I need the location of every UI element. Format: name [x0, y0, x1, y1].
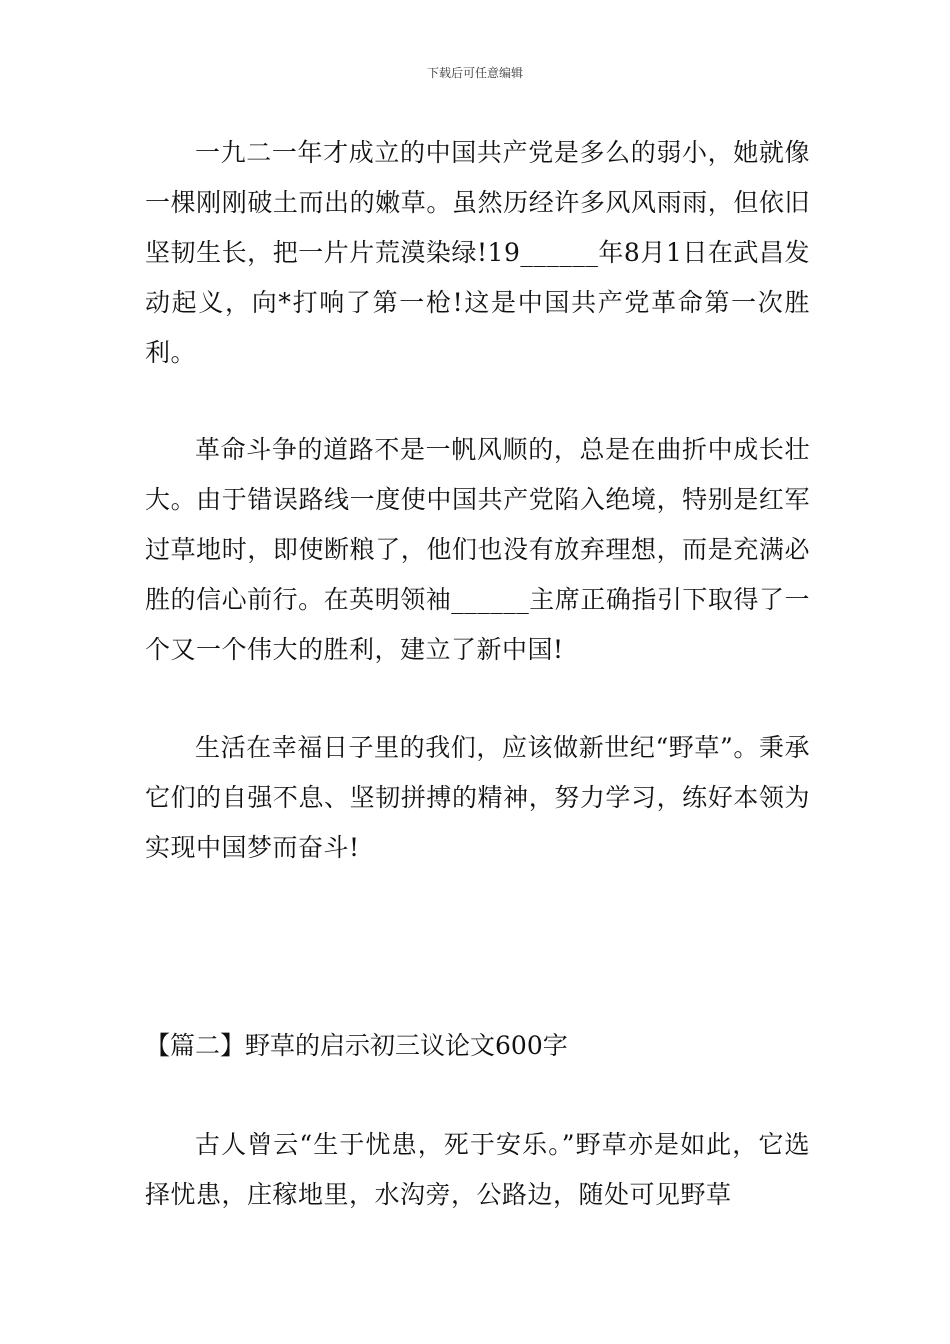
paragraph: 古人曾云“生于忧患，死于安乐。”野草亦是如此，它选择忧患，庄稼地里，水沟旁，公路边，随处可见野草	[145, 1130, 810, 1209]
paragraph: 革命斗争的道路不是一帆风顺的，总是在曲折中成长壮大。由于错误路线一度使中国共产党陷入绝境，特别是红军过草地时，即使断粮了，他们也没有放弃理想，而是充满必胜的信心前行。在英明领袖______主席正确指引下取得了一个又一个伟大的胜利，建立了新中国!	[145, 435, 810, 664]
section-title: 【篇二】野草的启示初三议论文600字	[145, 1031, 568, 1060]
paragraph: 生活在幸福日子里的我们，应该做新世纪“野草”。秉承它们的自强不息、坚韧拼搏的精神，努力学习，练好本领为实现中国梦而奋斗!	[145, 733, 810, 862]
paragraph: 一九二一年才成立的中国共产党是多么的弱小，她就像一棵刚刚破土而出的嫩草。虽然历经许多风风雨雨，但依旧坚韧生长，把一片片荒漠染绿!19______年8月1日在武昌发动起义，向*打响了第一枪!这是中国共产党革命第一次胜利。	[145, 138, 810, 367]
page-header: 下载后可任意编辑	[426, 66, 523, 80]
